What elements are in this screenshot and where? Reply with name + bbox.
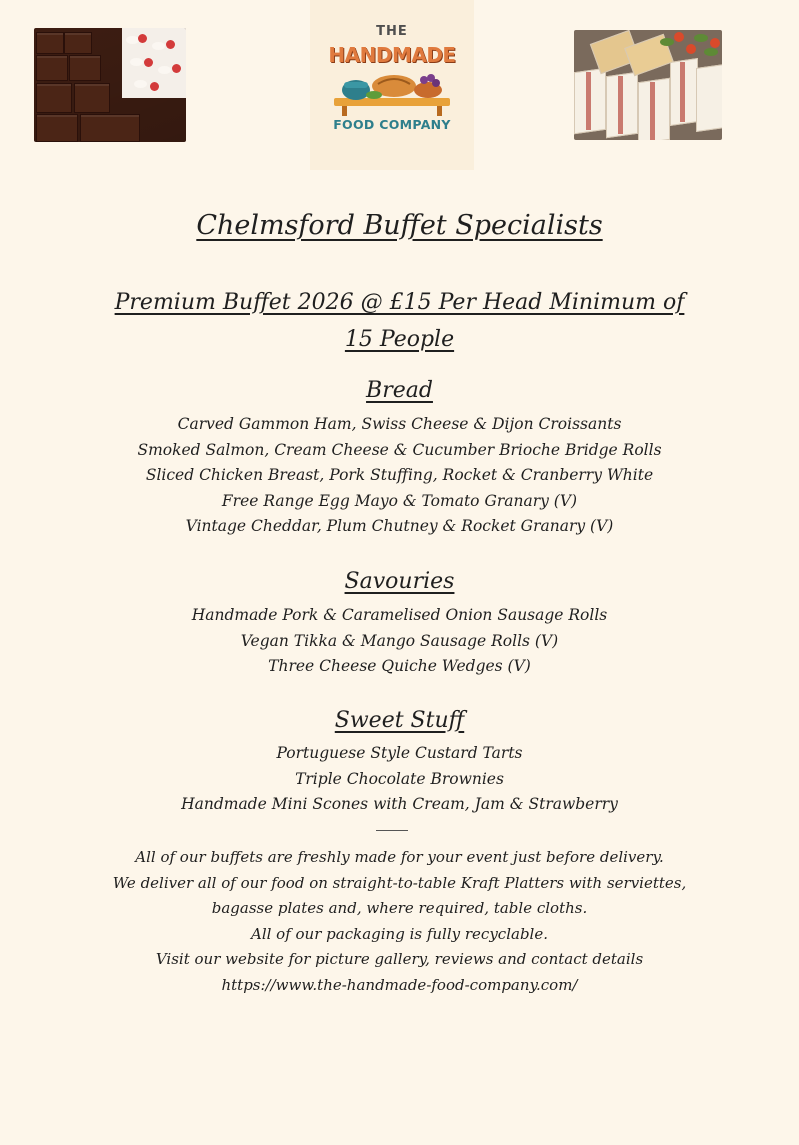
list-item: Handmade Pork & Caramelised Onion Sausage Rolls (191, 606, 608, 624)
footer-info (0, 845, 799, 998)
list-item: Portuguese Style Custard Tarts (276, 744, 523, 762)
bread-list (0, 412, 799, 540)
subtitle-line-1: Premium Buffet 2026 @ £15 Per Head Minimum of (114, 290, 685, 315)
logo-handmade-text: HANDMADE (328, 43, 456, 67)
sandwiches-photo (574, 30, 722, 140)
logo-food-company-text: FOOD COMPANY (333, 117, 451, 132)
food-platter-icon (328, 68, 456, 116)
savouries-heading: Savouries (344, 569, 455, 594)
list-item: Vegan Tikka & Mango Sausage Rolls (V) (240, 631, 559, 650)
divider (376, 830, 408, 831)
company-logo (310, 0, 474, 170)
list-item: Three Cheese Quiche Wedges (V) (268, 657, 531, 675)
brownies-photo (34, 28, 186, 142)
subtitle-line-2: 15 People (344, 327, 455, 352)
footer-line: bagasse plates and, where required, table cloths. (211, 899, 588, 917)
bread-heading: Bread (366, 378, 433, 403)
sweet-stuff-list (0, 741, 799, 818)
footer-line: Visit our website for picture gallery, reviews and contact details (155, 950, 644, 968)
list-item: Handmade Mini Scones with Cream, Jam & Strawberry (181, 795, 618, 813)
footer-line: All of our buffets are freshly made for your event just before delivery. (135, 848, 664, 866)
logo-the-text: THE (376, 24, 408, 39)
website-link[interactable]: https://www.the-handmade-food-company.com/ (221, 975, 578, 994)
list-item: Sliced Chicken Breast, Pork Stuffing, Rocket & Cranberry White (145, 466, 654, 484)
list-item: Triple Chocolate Brownies (295, 769, 504, 788)
sweet-stuff-heading: Sweet Stuff (334, 708, 465, 733)
list-item: Smoked Salmon, Cream Cheese & Cucumber Brioche Bridge Rolls (137, 440, 662, 459)
list-item: Free Range Egg Mayo & Tomato Granary (V) (221, 491, 578, 510)
page-title: Chelmsford Buffet Specialists (196, 210, 603, 241)
savouries-list (0, 603, 799, 680)
list-item: Vintage Cheddar, Plum Chutney & Rocket Granary (V) (185, 517, 614, 535)
list-item: Carved Gammon Ham, Swiss Cheese & Dijon Croissants (177, 415, 622, 433)
footer-line: We deliver all of our food on straight-to-table Kraft Platters with serviettes, (112, 873, 687, 892)
footer-line: All of our packaging is fully recyclable. (250, 924, 548, 943)
